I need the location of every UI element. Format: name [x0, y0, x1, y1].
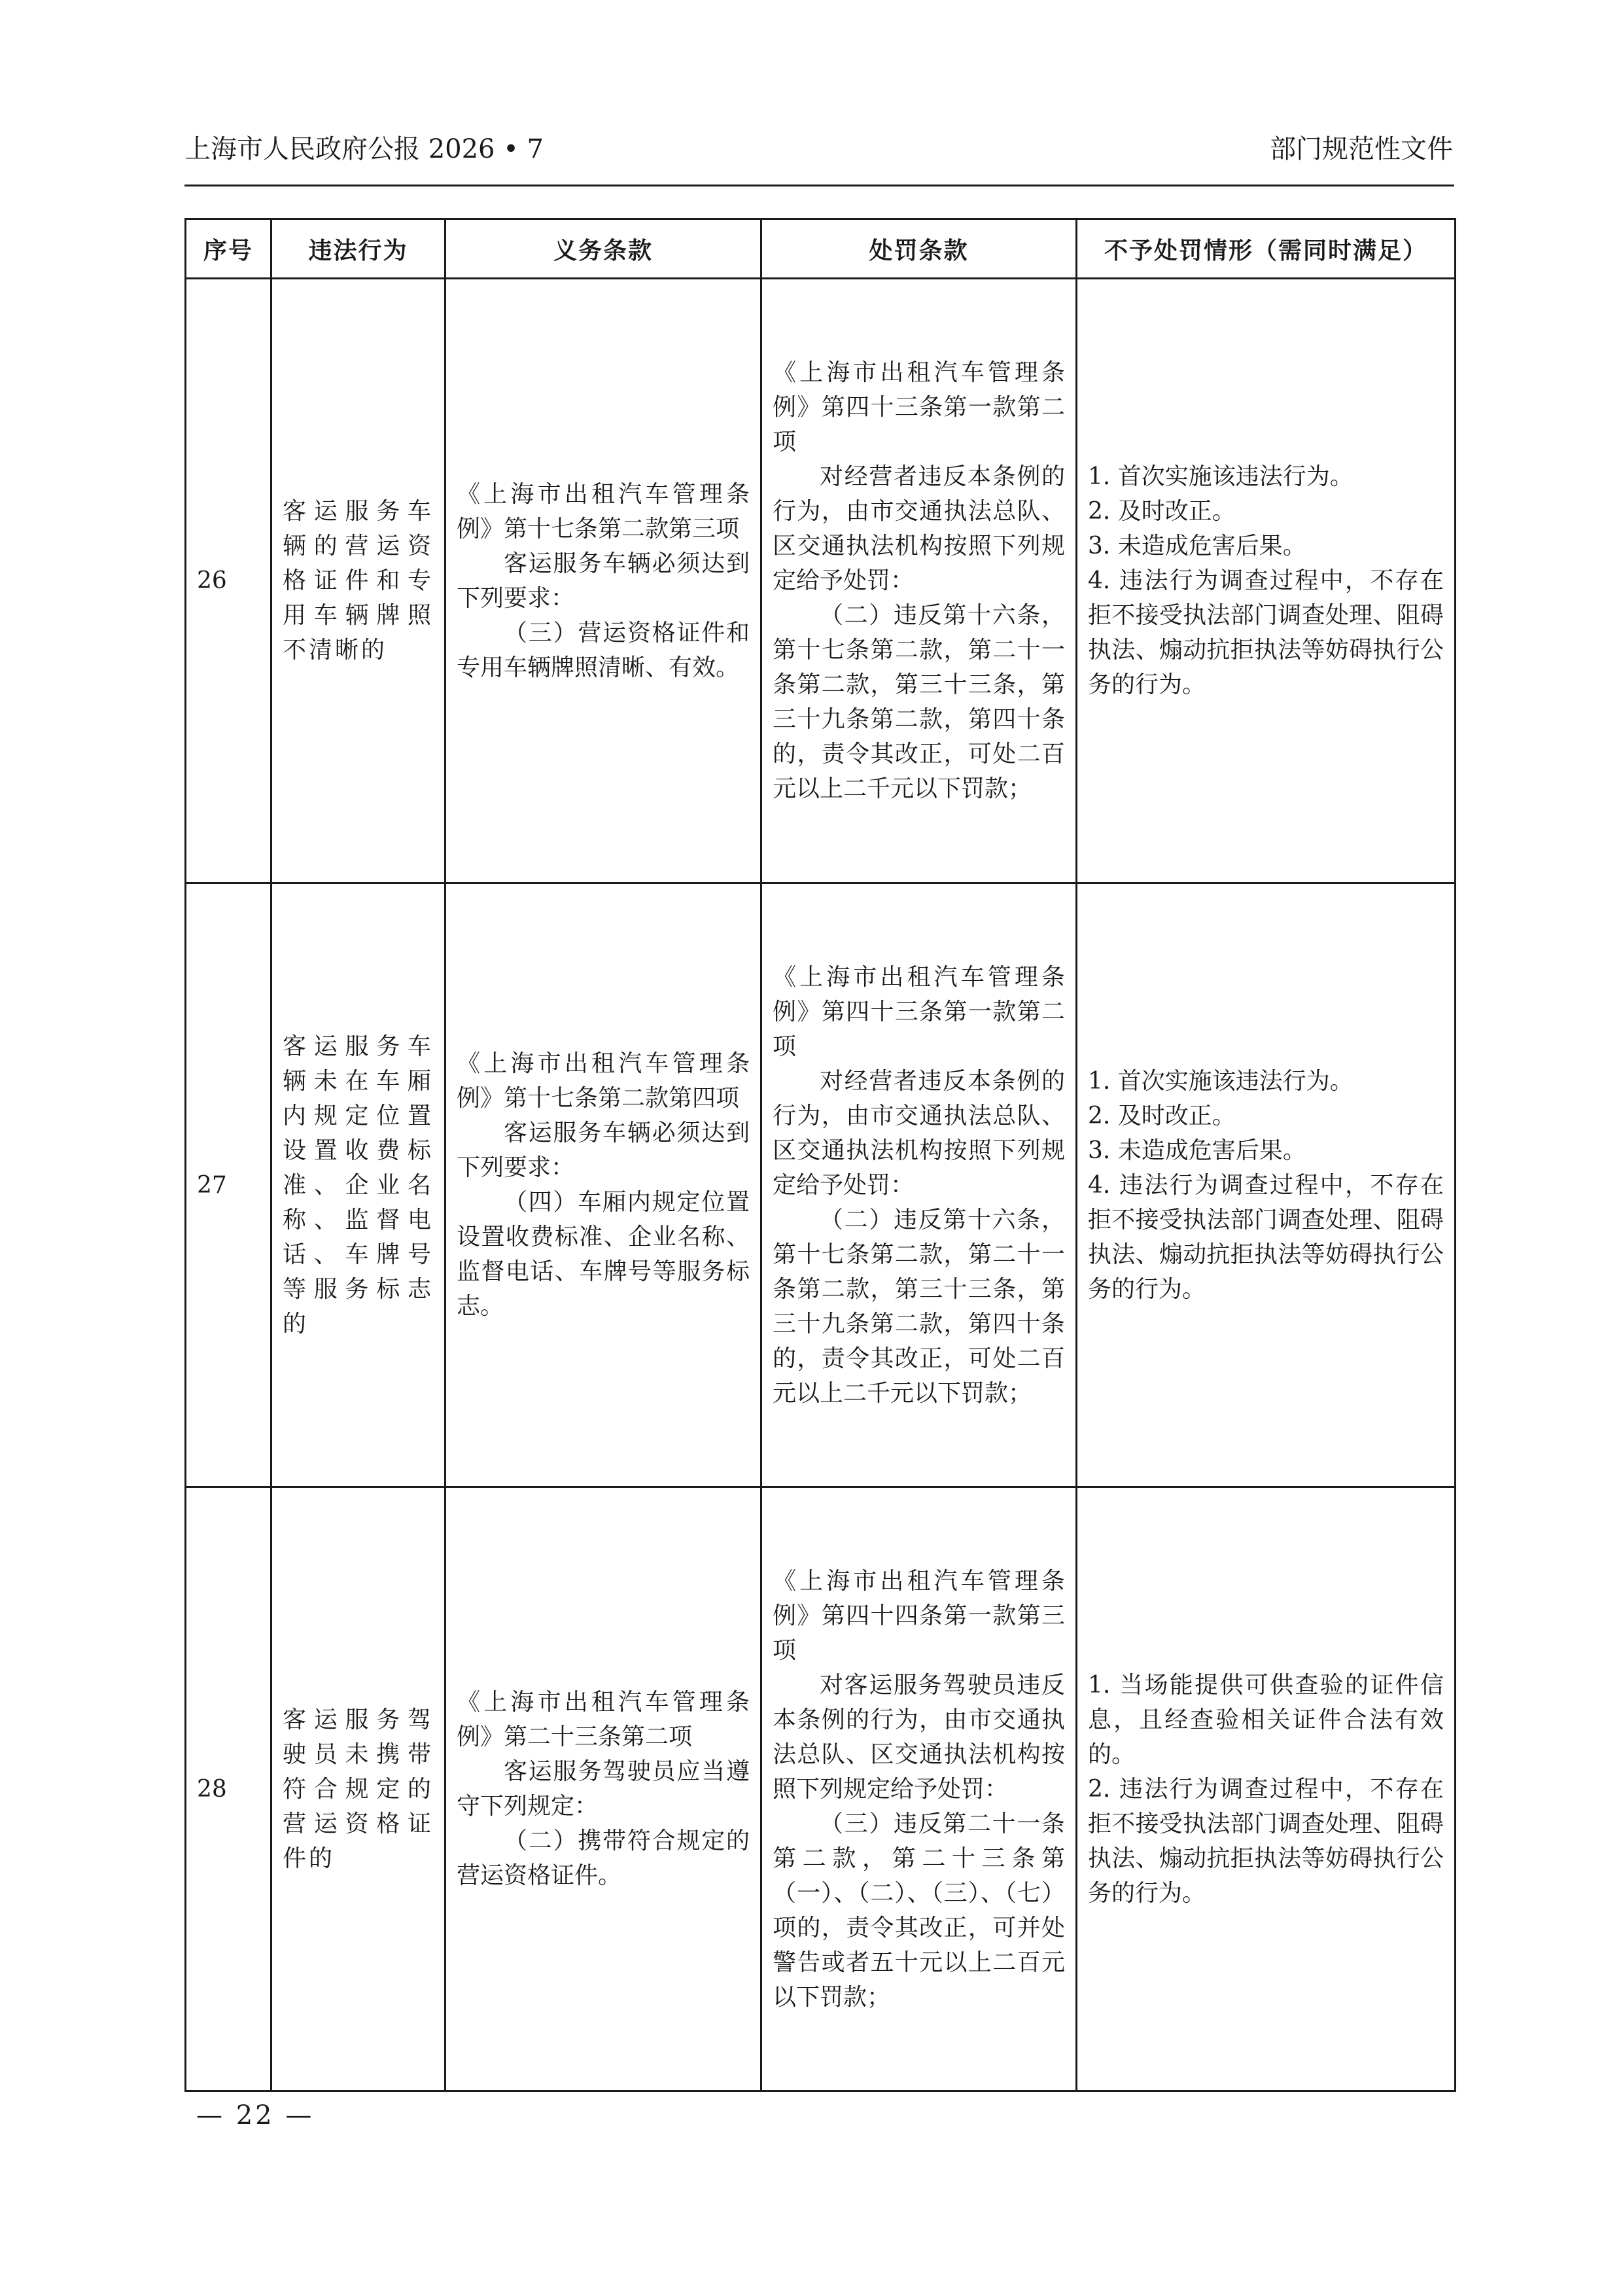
column-header-num: 序号 [186, 219, 271, 279]
duty-clause-cell [445, 883, 761, 1487]
exemption-item: 1. 首次实施该违法行为。 [1088, 463, 1353, 490]
row-number: 28 [186, 1487, 271, 2091]
penalty-clause-cell [761, 279, 1077, 883]
violation-cell: 客运服务车辆未在车厢内规定位置设置收费标准、企业名称、监督电话、车牌号等服务标志的 [271, 883, 445, 1487]
duty-intro: 客运服务车辆必须达到下列要求： [457, 550, 750, 612]
exemption-cell [1077, 883, 1456, 1487]
duty-clause-cell [445, 279, 761, 883]
rules-table [184, 218, 1456, 2092]
penalty-intro: 对经营者违反本条例的行为，由市交通执法总队、区交通执法机构按照下列规定给予处罚： [773, 463, 1065, 594]
exemption-item: 2. 及时改正。 [1088, 1102, 1236, 1129]
column-header-exempt: 不予处罚情形（需同时满足） [1077, 219, 1456, 279]
duty-clause-cell [445, 1487, 761, 2091]
column-header-act: 违法行为 [271, 219, 445, 279]
duty-citation: 《上海市出租汽车管理条例》第十七条第二款第四项 [457, 1050, 750, 1112]
penalty-item: （二）违反第十六条，第十七条第二款，第二十一条第二款，第三十三条，第三十九条第二款，第四十条的，责令其改正，可处二百元以上二千元以下罚款； [773, 602, 1065, 802]
penalty-citation: 《上海市出租汽车管理条例》第四十三条第一款第二项 [773, 359, 1065, 455]
penalty-citation: 《上海市出租汽车管理条例》第四十三条第一款第二项 [773, 963, 1065, 1060]
violation-cell: 客运服务车辆的营运资格证件和专用车辆牌照不清晰的 [271, 279, 445, 883]
duty-item: （四）车厢内规定位置设置收费标准、企业名称、监督电话、车牌号等服务标志。 [457, 1189, 750, 1320]
duty-intro: 客运服务车辆必须达到下列要求： [457, 1120, 750, 1181]
duty-item: （三）营运资格证件和专用车辆牌照清晰、有效。 [457, 619, 750, 681]
exemption-item: 2. 违法行为调查过程中，不存在拒不接受执法部门调查处理、阻碍执法、煽动抗拒执法等妨碍执行公务的行为。 [1088, 1775, 1444, 1907]
table-row [186, 883, 1456, 1487]
header-rule [184, 185, 1454, 186]
exemption-cell [1077, 279, 1456, 883]
row-number: 27 [186, 883, 271, 1487]
exemption-item: 2. 及时改正。 [1088, 498, 1236, 525]
penalty-clause-cell [761, 1487, 1077, 2091]
penalty-item: （三）违反第二十一条第二款，第二十三条第（一）、（二）、（三）、（七）项的，责令其改正，可并处警告或者五十元以上二百元以下罚款； [773, 1810, 1065, 2011]
column-header-duty: 义务条款 [445, 219, 761, 279]
table-row [186, 1487, 1456, 2091]
row-number: 26 [186, 279, 271, 883]
duty-citation: 《上海市出租汽车管理条例》第十七条第二款第三项 [457, 480, 750, 542]
exemption-item: 3. 未造成危害后果。 [1088, 533, 1306, 559]
duty-citation: 《上海市出租汽车管理条例》第二十三条第二项 [457, 1689, 750, 1750]
penalty-intro: 对经营者违反本条例的行为，由市交通执法总队、区交通执法机构按照下列规定给予处罚： [773, 1067, 1065, 1199]
exemption-item: 1. 当场能提供可供查验的证件信息，且经查验相关证件合法有效的。 [1088, 1671, 1444, 1768]
exemption-item: 4. 违法行为调查过程中，不存在拒不接受执法部门调查处理、阻碍执法、煽动抗拒执法等妨碍执行公务的行为。 [1088, 1171, 1444, 1303]
exemption-cell [1077, 1487, 1456, 2091]
publication-title: 上海市人民政府公报 2026 • 7 [184, 134, 544, 164]
exemption-item: 3. 未造成危害后果。 [1088, 1137, 1306, 1164]
violation-cell: 客运服务驾驶员未携带符合规定的营运资格证件的 [271, 1487, 445, 2091]
penalty-item: （二）违反第十六条，第十七条第二款，第二十一条第二款，第三十三条，第三十九条第二款，第四十条的，责令其改正，可处二百元以上二千元以下罚款； [773, 1206, 1065, 1407]
duty-intro: 客运服务驾驶员应当遵守下列规定： [457, 1758, 750, 1820]
penalty-citation: 《上海市出租汽车管理条例》第四十四条第一款第三项 [773, 1567, 1065, 1664]
penalty-intro: 对客运服务驾驶员违反本条例的行为，由市交通执法总队、区交通执法机构按照下列规定给予处罚： [773, 1671, 1065, 1803]
page-number: — 22 — [196, 2100, 315, 2130]
column-header-penalty: 处罚条款 [761, 219, 1077, 279]
section-title: 部门规范性文件 [1270, 134, 1453, 164]
table-row [186, 279, 1456, 883]
duty-item: （二）携带符合规定的营运资格证件。 [457, 1828, 750, 1889]
table-header-row [186, 219, 1456, 279]
exemption-item: 1. 首次实施该违法行为。 [1088, 1067, 1353, 1095]
penalty-clause-cell [761, 883, 1077, 1487]
exemption-item: 4. 违法行为调查过程中，不存在拒不接受执法部门调查处理、阻碍执法、煽动抗拒执法等妨碍执行公务的行为。 [1088, 567, 1444, 698]
